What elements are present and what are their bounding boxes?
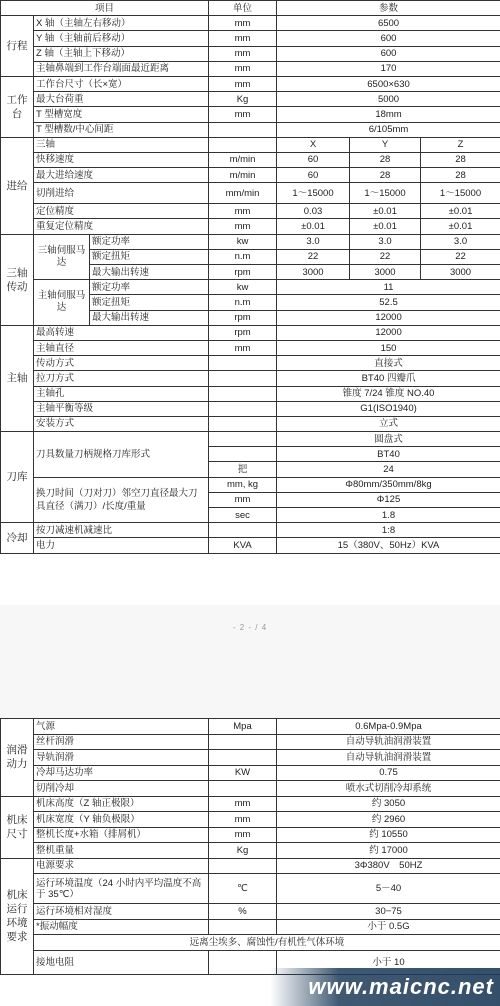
row-label: 快移速度 [34, 152, 209, 167]
row-value: 约 17000 [277, 843, 500, 859]
row-value: 12000 [277, 310, 500, 325]
row-unit: rpm [209, 265, 277, 280]
table-row [1, 340, 500, 355]
row-unit: m/min [209, 168, 277, 183]
row-label: 切削进给 [34, 183, 209, 204]
row-label: 接地电阻 [34, 950, 209, 974]
row-unit: mm [209, 827, 277, 843]
row-unit: rpm [209, 325, 277, 340]
table-row [1, 858, 500, 874]
document-page-3 [0, 718, 500, 1006]
table-row [1, 750, 500, 766]
row-unit [209, 432, 277, 447]
row-label: 最大输出转速 [90, 310, 209, 325]
row-label: 最大输出转速 [90, 265, 209, 280]
value-x: 3000 [277, 265, 350, 280]
row-unit: sec [209, 508, 277, 523]
row-unit [209, 523, 277, 538]
row-unit: % [209, 904, 277, 920]
row-label: 运行环境温度（24 小时内平均温度不高于 35℃） [34, 874, 209, 904]
category-cooling: 冷却 [1, 523, 34, 553]
row-label: 主轴直径 [34, 340, 209, 355]
axis-z-header: Z [421, 137, 500, 152]
row-value: 3Φ380V 50HZ [277, 858, 500, 874]
row-label: 冷却马达功率 [34, 765, 209, 781]
category-worktable: 工作台 [1, 76, 34, 137]
row-value: Φ80mm/350mm/8kg [277, 477, 500, 492]
row-label: 最大进给速度 [34, 168, 209, 183]
value-z: 1～15000 [421, 183, 500, 204]
table-row [1, 538, 500, 553]
row-unit [209, 137, 277, 152]
row-label: 按刀减速机减速比 [34, 523, 209, 538]
row-value: 约 10550 [277, 827, 500, 843]
row-label: 电源要求 [34, 858, 209, 874]
table-row [1, 874, 500, 904]
row-value: 12000 [277, 325, 500, 340]
row-value: 600 [277, 46, 500, 61]
row-unit [209, 734, 277, 750]
row-unit: mm [209, 219, 277, 234]
row-value: 小于 10 [277, 950, 500, 974]
table-row [1, 183, 500, 204]
row-value: 约 3050 [277, 796, 500, 812]
row-unit: mm [209, 61, 277, 76]
value-z: 28 [421, 152, 500, 167]
axis-y-header: Y [350, 137, 421, 152]
value-y: 28 [350, 152, 421, 167]
table-row [1, 827, 500, 843]
row-unit [209, 950, 277, 974]
row-value: 6500 [277, 16, 500, 31]
category-feed: 进给 [1, 137, 34, 234]
row-unit: KW [209, 765, 277, 781]
table-row [1, 432, 500, 447]
row-label: 主轴平衡等级 [34, 401, 209, 416]
row-unit: m/min [209, 152, 277, 167]
table-row [1, 919, 500, 935]
row-value: 30−75 [277, 904, 500, 920]
header-param: 参数 [277, 1, 500, 16]
row-value: 5－40 [277, 874, 500, 904]
value-y: 3.0 [350, 234, 421, 249]
table-row [1, 219, 500, 234]
category-spindle: 主轴 [1, 325, 34, 431]
row-unit: kw [209, 234, 277, 249]
row-value: 锥度 7/24 锥度 NO.40 [277, 386, 500, 401]
row-label: 安装方式 [34, 416, 209, 431]
row-label: *振动幅度 [34, 919, 209, 935]
header-unit: 单位 [209, 1, 277, 16]
row-value: 52.5 [277, 295, 500, 310]
row-unit [209, 750, 277, 766]
row-label: 切削冷却 [34, 781, 209, 797]
row-label: 主轴孔 [34, 386, 209, 401]
row-label: 换刀时间（刀对刀）邻空刀直径最大刀具直径（满刀）/长度/重量 [34, 477, 209, 523]
table-row [1, 107, 500, 122]
table-row [1, 734, 500, 750]
row-label: 拉刀方式 [34, 371, 209, 386]
value-x: 60 [277, 168, 350, 183]
row-value: Φ125 [277, 492, 500, 507]
row-value: BT40 四瓣爪 [277, 371, 500, 386]
row-value: G1(ISO1940) [277, 401, 500, 416]
row-value: 6/105mm [277, 122, 500, 137]
row-label: T 型槽宽度 [34, 107, 209, 122]
row-unit: Kg [209, 843, 277, 859]
spec-table-page-2 [0, 718, 500, 975]
row-value: 5000 [277, 92, 500, 107]
table-row [1, 16, 500, 31]
row-value: 自动导轨油润滑装置 [277, 750, 500, 766]
row-value: 约 2960 [277, 812, 500, 828]
table-row [1, 477, 500, 492]
row-value: 600 [277, 31, 500, 46]
value-z: 28 [421, 168, 500, 183]
row-value: 170 [277, 61, 500, 76]
table-row [1, 719, 500, 735]
row-label: 机床高度（Z 轴正极限） [34, 796, 209, 812]
page-number: - 2 - / 4 [232, 623, 268, 632]
row-unit: Kg [209, 92, 277, 107]
row-unit [209, 122, 277, 137]
header-item: 项目 [1, 1, 209, 16]
category-environment: 机床运行环境要求 [1, 858, 34, 974]
row-unit [209, 401, 277, 416]
value-z: 3.0 [421, 234, 500, 249]
table-row [1, 523, 500, 538]
row-unit [209, 781, 277, 797]
table-row [1, 781, 500, 797]
row-label: 导轨润滑 [34, 750, 209, 766]
value-x: 60 [277, 152, 350, 167]
row-value: 1:8 [277, 523, 500, 538]
value-z: ±0.01 [421, 219, 500, 234]
header-row [1, 1, 500, 16]
row-value: 150 [277, 340, 500, 355]
row-unit: mm [209, 796, 277, 812]
row-label: 定位精度 [34, 204, 209, 219]
table-row [1, 356, 500, 371]
table-row [1, 152, 500, 167]
row-value: 1.8 [277, 508, 500, 523]
table-row [1, 812, 500, 828]
site-watermark: www.maicnc.net [270, 968, 500, 1006]
row-unit: mm [209, 16, 277, 31]
row-label: 丝杆润滑 [34, 734, 209, 750]
table-row [1, 843, 500, 859]
category-drive: 三轴传动 [1, 234, 34, 325]
row-value: 喷水式切削冷却系统 [277, 781, 500, 797]
row-label: 额定功率 [90, 234, 209, 249]
row-value: BT40 [277, 447, 500, 462]
table-row [1, 234, 500, 249]
row-value: 15（380V、50Hz）KVA [277, 538, 500, 553]
row-value: 0.75 [277, 765, 500, 781]
row-label: 运行环境相对湿度 [34, 904, 209, 920]
row-value: 立式 [277, 416, 500, 431]
value-x: 0.03 [277, 204, 350, 219]
table-row [1, 46, 500, 61]
table-row [1, 280, 500, 295]
value-y: 1～15000 [350, 183, 421, 204]
table-row [1, 31, 500, 46]
table-row [1, 371, 500, 386]
row-unit: mm [209, 492, 277, 507]
value-y: ±0.01 [350, 204, 421, 219]
value-y: 22 [350, 249, 421, 264]
row-unit [209, 371, 277, 386]
value-x: 1～15000 [277, 183, 350, 204]
category-lubrication: 润滑动力 [1, 719, 34, 797]
axis-x-header: X [277, 137, 350, 152]
servo-motor-group: 三轴伺服马达 [34, 234, 90, 280]
value-z: ±0.01 [421, 204, 500, 219]
row-value: 11 [277, 280, 500, 295]
value-z: 22 [421, 249, 500, 264]
row-label: 额定扭矩 [90, 249, 209, 264]
row-label: 工作台尺寸（长×宽） [34, 76, 209, 91]
row-unit [209, 447, 277, 462]
row-unit: mm [209, 204, 277, 219]
row-label: Z 轴（主轴上下移动） [34, 46, 209, 61]
category-machine-size: 机床尺寸 [1, 796, 34, 858]
row-label: 重复定位精度 [34, 219, 209, 234]
row-unit: rpm [209, 310, 277, 325]
row-value: 自动导轨油润滑装置 [277, 734, 500, 750]
row-value: 6500×630 [277, 76, 500, 91]
row-label: 机床宽度（Y 轴负极限） [34, 812, 209, 828]
row-unit: mm, kg [209, 477, 277, 492]
row-unit [209, 416, 277, 431]
table-row [1, 325, 500, 340]
row-label: T 型槽数/中心间距 [34, 122, 209, 137]
row-label: Y 轴（主轴前后移动） [34, 31, 209, 46]
row-unit: n.m [209, 295, 277, 310]
row-unit: mm [209, 31, 277, 46]
value-z: 3000 [421, 265, 500, 280]
spindle-motor-group: 主轴伺服马达 [34, 280, 90, 326]
row-label: 电力 [34, 538, 209, 553]
table-row [1, 401, 500, 416]
row-label: 整机长度+水箱（排屑机） [34, 827, 209, 843]
table-row [1, 935, 500, 951]
row-unit: mm [209, 107, 277, 122]
row-unit: mm [209, 76, 277, 91]
row-unit: KVA [209, 538, 277, 553]
row-value: 0.6Mpa-0.9Mpa [277, 719, 500, 735]
table-row [1, 61, 500, 76]
table-row [1, 386, 500, 401]
table-row [1, 904, 500, 920]
table-row [1, 122, 500, 137]
row-label: 气源 [34, 719, 209, 735]
row-label: X 轴（主轴左右移动） [34, 16, 209, 31]
row-unit: 把 [209, 462, 277, 477]
row-unit: ℃ [209, 874, 277, 904]
row-unit: mm [209, 812, 277, 828]
row-label: 额定功率 [90, 280, 209, 295]
row-unit [209, 858, 277, 874]
value-x: 22 [277, 249, 350, 264]
category-travel: 行程 [1, 16, 34, 77]
row-unit [209, 386, 277, 401]
row-value: 圆盘式 [277, 432, 500, 447]
row-label: 整机重量 [34, 843, 209, 859]
value-y: 3000 [350, 265, 421, 280]
environment-note: 远离尘埃多、腐蚀性/有机性气体环境 [34, 935, 500, 951]
row-label: 刀具数量刀柄规格刀库形式 [34, 432, 209, 478]
row-unit: kw [209, 280, 277, 295]
table-row [1, 204, 500, 219]
row-label: 最大台荷重 [34, 92, 209, 107]
row-unit: n.m [209, 249, 277, 264]
row-unit: mm [209, 340, 277, 355]
row-value: 直接式 [277, 356, 500, 371]
row-label: 传动方式 [34, 356, 209, 371]
row-value: 24 [277, 462, 500, 477]
table-row [1, 168, 500, 183]
row-value: 18mm [277, 107, 500, 122]
value-x: ±0.01 [277, 219, 350, 234]
table-row [1, 137, 500, 152]
row-unit [209, 356, 277, 371]
category-tool-magazine: 刀库 [1, 432, 34, 523]
row-unit: mm [209, 46, 277, 61]
row-unit: mm/min [209, 183, 277, 204]
table-row [1, 76, 500, 91]
row-label: 额定扭矩 [90, 295, 209, 310]
row-label: 主轴鼻端到工作台端面最近距离 [34, 61, 209, 76]
table-row [1, 92, 500, 107]
value-y: 28 [350, 168, 421, 183]
value-y: ±0.01 [350, 219, 421, 234]
table-row [1, 796, 500, 812]
row-unit [209, 919, 277, 935]
row-value: 小于 0.5G [277, 919, 500, 935]
row-unit: Mpa [209, 719, 277, 735]
value-x: 3.0 [277, 234, 350, 249]
table-row [1, 416, 500, 431]
row-label: 三轴 [34, 137, 209, 152]
table-row [1, 765, 500, 781]
row-label: 最高转速 [34, 325, 209, 340]
